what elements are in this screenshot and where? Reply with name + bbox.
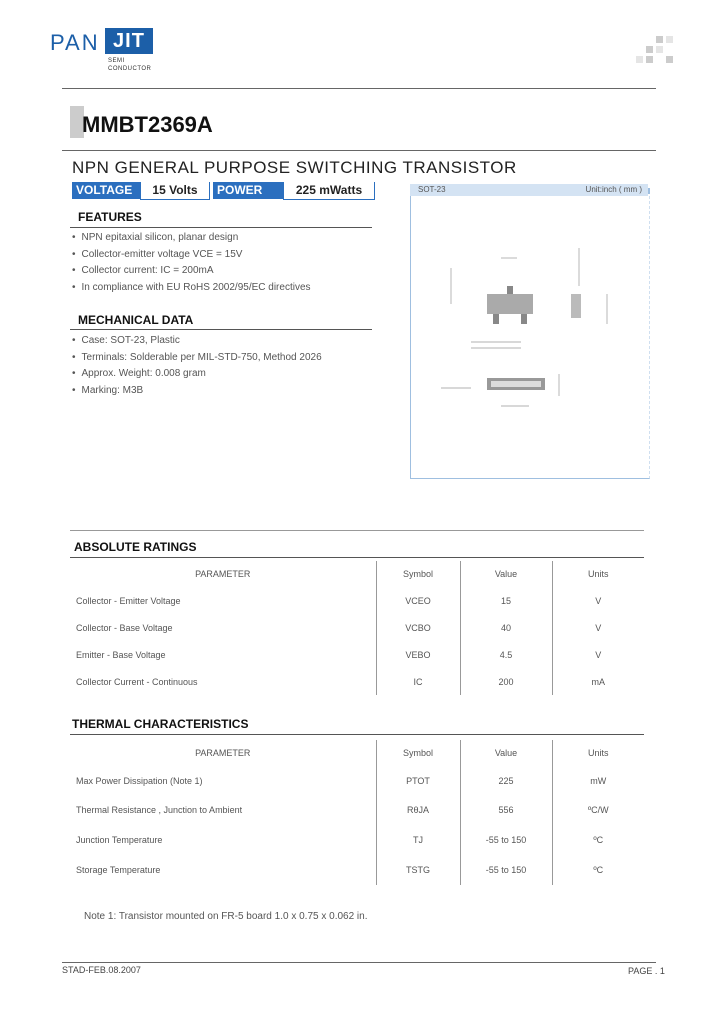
table-row <box>70 855 644 885</box>
table-row <box>70 766 644 795</box>
cell-units: V <box>552 614 644 641</box>
table-row <box>70 587 644 614</box>
thermal-title: THERMAL CHARACTERISTICS <box>72 717 249 731</box>
header-parameter: PARAMETER <box>195 748 251 758</box>
header-symbol: Symbol <box>376 740 460 766</box>
cell-units: ºC/W <box>552 795 644 825</box>
cell-symbol: VCBO <box>376 614 460 641</box>
header-value: Value <box>460 740 552 766</box>
thermal-table <box>70 740 644 885</box>
device-description: NPN GENERAL PURPOSE SWITCHING TRANSISTOR <box>72 158 517 177</box>
cell-units: mW <box>552 766 644 795</box>
header-units: Units <box>552 740 644 766</box>
cell-value: 4.5 <box>460 641 552 668</box>
table-row <box>70 795 644 825</box>
sot23-outline-drawing <box>411 196 649 478</box>
cell-parameter: Max Power Dissipation (Note 1) <box>76 775 203 786</box>
mechanical-rule <box>70 329 372 330</box>
cell-parameter: Storage Temperature <box>76 865 161 875</box>
cell-units: V <box>552 641 644 668</box>
cell-symbol: TSTG <box>376 855 460 885</box>
mechanical-list <box>72 333 322 399</box>
footnote: Note 1: Transistor mounted on FR-5 board 1.0 x 0.75 x 0.062 in. <box>84 911 368 922</box>
section-divider <box>70 530 644 531</box>
logo-jit: JIT <box>105 28 153 54</box>
cell-units: mA <box>552 668 644 695</box>
title-rule <box>62 150 656 151</box>
list-item: • Collector-emitter voltage VCE = 15V <box>72 247 311 264</box>
header-parameter: PARAMETER <box>195 569 251 579</box>
cell-value: 556 <box>460 795 552 825</box>
cell-parameter: Thermal Resistance , Junction to Ambient <box>76 805 243 815</box>
package-name: SOT-23 <box>418 185 446 194</box>
features-list <box>72 230 311 296</box>
corner-dots-decoration <box>636 36 676 72</box>
features-title: FEATURES <box>78 210 142 224</box>
thermal-rule <box>70 734 644 735</box>
absolute-ratings-title: ABSOLUTE RATINGS <box>74 540 197 554</box>
cell-symbol: VCEO <box>376 587 460 614</box>
power-label-badge: POWER <box>213 182 283 199</box>
list-item: • In compliance with EU RoHS 2002/95/EC directives <box>72 280 311 297</box>
cell-symbol: IC <box>376 668 460 695</box>
footer-doc-code: STAD-FEB.08.2007 <box>62 965 141 975</box>
cell-parameter: Collector Current - Continuous <box>76 676 198 687</box>
cell-units: ºC <box>552 855 644 885</box>
list-item: • NPN epitaxial silicon, planar design <box>72 230 311 247</box>
footer-page-number: PAGE . 1 <box>628 966 665 976</box>
list-item: • Terminals: Solderable per MIL-STD-750, Method 2026 <box>72 350 322 367</box>
voltage-value-badge: 15 Volts <box>140 182 210 200</box>
cell-symbol: VEBO <box>376 641 460 668</box>
package-drawing <box>410 196 650 479</box>
power-value-badge: 225 mWatts <box>283 182 375 200</box>
cell-parameter: Collector - Base Voltage <box>76 622 173 633</box>
list-item: • Approx. Weight: 0.008 gram <box>72 366 322 383</box>
logo-pan: PAN <box>50 30 100 55</box>
table-row <box>70 614 644 641</box>
header-value: Value <box>460 561 552 587</box>
cell-units: ºC <box>552 825 644 855</box>
package-unit: Unit:inch ( mm ) <box>585 185 642 194</box>
cell-value: 40 <box>460 614 552 641</box>
table-header-row <box>70 740 644 766</box>
cell-value: -55 to 150 <box>460 825 552 855</box>
voltage-label-badge: VOLTAGE <box>72 182 140 199</box>
header-units: Units <box>552 561 644 587</box>
part-number: MMBT2369A <box>82 112 213 137</box>
list-item: • Marking: M3B <box>72 383 322 400</box>
list-item: • Collector current: IC = 200mA <box>72 263 311 280</box>
cell-parameter: Collector - Emitter Voltage <box>76 595 181 606</box>
cell-parameter: Emitter - Base Voltage <box>76 649 166 660</box>
header-symbol: Symbol <box>376 561 460 587</box>
cell-value: 15 <box>460 587 552 614</box>
cell-symbol: RθJA <box>376 795 460 825</box>
cell-symbol: TJ <box>376 825 460 855</box>
package-header <box>410 184 648 196</box>
package-edge-mark <box>648 188 650 194</box>
table-row <box>70 641 644 668</box>
cell-parameter: Junction Temperature <box>76 835 163 845</box>
table-header-row <box>70 561 644 587</box>
logo-sub-1: SEMI <box>108 58 125 64</box>
list-item: • Case: SOT-23, Plastic <box>72 333 322 350</box>
features-rule <box>70 227 372 228</box>
cell-value: -55 to 150 <box>460 855 552 885</box>
mechanical-title: MECHANICAL DATA <box>78 313 194 327</box>
cell-units: V <box>552 587 644 614</box>
table-row <box>70 825 644 855</box>
logo-sub-2: CONDUCTOR <box>108 66 152 72</box>
table-row <box>70 668 644 695</box>
header-rule <box>62 88 656 89</box>
cell-symbol: PTOT <box>376 766 460 795</box>
footer-rule <box>62 962 656 963</box>
absolute-ratings-rule <box>70 557 644 558</box>
absolute-ratings-table <box>70 561 644 695</box>
cell-value: 225 <box>460 766 552 795</box>
cell-value: 200 <box>460 668 552 695</box>
